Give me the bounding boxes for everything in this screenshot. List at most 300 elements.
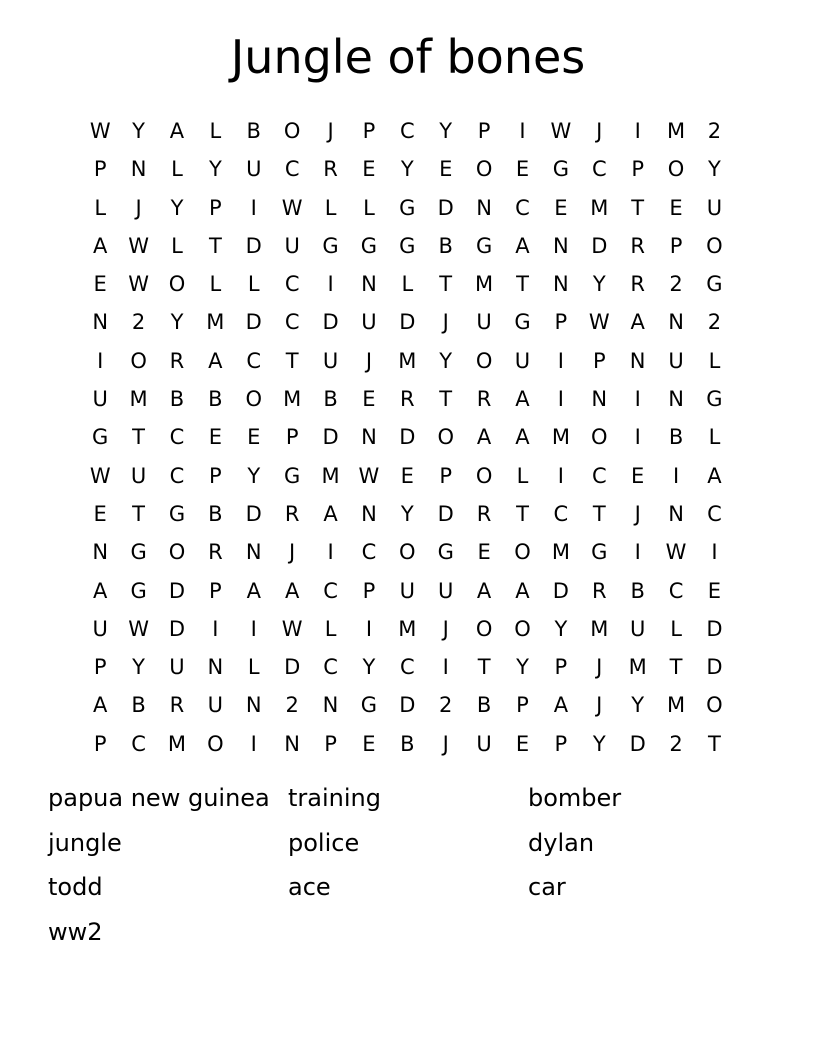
- grid-cell: T: [708, 731, 721, 756]
- grid-cell: A: [93, 233, 108, 258]
- grid-cell: L: [209, 119, 222, 143]
- grid-cell: E: [400, 463, 414, 488]
- grid-cell: U: [92, 387, 108, 412]
- grid-cell: G: [591, 540, 608, 565]
- grid-cell: E: [362, 387, 376, 412]
- grid-cell: O: [437, 425, 454, 450]
- grid-cell: P: [362, 578, 376, 603]
- grid-cell: R: [208, 540, 223, 565]
- grid-cell: C: [323, 578, 338, 603]
- grid-cell: U: [629, 616, 646, 641]
- grid-cell: J: [442, 731, 449, 756]
- grid-cell: P: [285, 425, 299, 450]
- grid-cell: J: [327, 119, 334, 143]
- grid-cell: T: [669, 655, 683, 680]
- grid-cell: O: [475, 157, 493, 182]
- grid-cell: Y: [132, 119, 145, 143]
- grid-cell: D: [706, 616, 723, 641]
- grid-cell: P: [324, 731, 337, 756]
- grid-cell: L: [209, 272, 222, 297]
- grid-cell: J: [596, 119, 603, 143]
- grid-cell: W: [281, 195, 303, 220]
- grid-cell: A: [553, 693, 569, 718]
- grid-cell: A: [323, 501, 338, 526]
- grid-cell: C: [284, 310, 300, 335]
- grid-cell: G: [706, 272, 723, 297]
- grid-cell: N: [92, 310, 109, 335]
- grid-cell: M: [206, 310, 225, 335]
- grid-cell: R: [284, 501, 300, 526]
- grid-cell: R: [169, 693, 185, 718]
- grid-cell: I: [672, 463, 680, 488]
- grid-cell: O: [168, 272, 186, 297]
- grid-cell: P: [209, 578, 222, 603]
- word-list-item: todd: [48, 873, 103, 901]
- grid-cell: M: [628, 655, 647, 680]
- word-list-item: ace: [288, 873, 331, 901]
- word-list-item: ww2: [48, 917, 103, 946]
- grid-cell: N: [668, 387, 684, 412]
- grid-cell: T: [132, 425, 145, 450]
- grid-cell: G: [399, 195, 416, 220]
- grid-cell: J: [596, 655, 603, 680]
- grid-cell: P: [439, 463, 453, 488]
- grid-cell: M: [398, 348, 417, 373]
- grid-cell: L: [708, 348, 721, 373]
- grid-cell: U: [361, 310, 377, 335]
- grid-cell: E: [247, 425, 261, 450]
- grid-cell: U: [706, 195, 723, 220]
- grid-cell: P: [209, 463, 222, 488]
- grid-cell: Y: [400, 157, 414, 182]
- grid-cell: G: [130, 578, 147, 603]
- grid-cell: E: [208, 425, 222, 450]
- grid-cell: N: [322, 693, 339, 718]
- grid-cell: U: [476, 731, 492, 756]
- grid-cell: U: [169, 655, 185, 680]
- grid-cell: G: [322, 233, 339, 258]
- grid-cell: N: [668, 310, 684, 335]
- grid-cell: M: [398, 616, 417, 641]
- grid-cell: L: [324, 195, 337, 220]
- grid-cell: M: [167, 731, 187, 756]
- grid-cell: Y: [208, 157, 222, 182]
- grid-cell: C: [591, 463, 607, 488]
- grid-cell: U: [438, 578, 454, 603]
- grid-cell: E: [439, 157, 453, 182]
- grid-cell: A: [515, 387, 530, 412]
- grid-cell: 2: [707, 310, 722, 335]
- grid-cell: U: [284, 233, 300, 258]
- grid-cell: P: [516, 693, 529, 718]
- grid-cell: O: [399, 540, 416, 565]
- grid-cell: N: [361, 501, 377, 526]
- grid-cell: M: [666, 119, 686, 143]
- grid-cell: D: [284, 655, 301, 680]
- grid-cell: A: [93, 578, 108, 603]
- grid-cell: I: [634, 119, 641, 143]
- grid-cell: G: [92, 425, 109, 450]
- grid-cell: O: [207, 731, 224, 756]
- grid-cell: U: [207, 693, 224, 718]
- grid-cell: P: [477, 119, 491, 143]
- grid-cell: D: [245, 310, 262, 335]
- grid-cell: G: [130, 540, 147, 565]
- grid-cell: E: [707, 578, 722, 603]
- grid-cell: 2: [669, 272, 683, 297]
- grid-cell: D: [399, 425, 416, 450]
- grid-cell: W: [281, 616, 303, 641]
- grid-cell: D: [552, 578, 569, 603]
- grid-cell: T: [516, 501, 529, 526]
- grid-cell: Y: [439, 119, 453, 143]
- grid-cell: U: [476, 310, 492, 335]
- grid-cell: J: [596, 693, 603, 718]
- grid-cell: M: [283, 387, 302, 412]
- grid-cell: I: [327, 540, 334, 565]
- grid-cell: J: [289, 540, 296, 565]
- grid-cell: U: [322, 348, 339, 373]
- word-list-item: dylan: [528, 828, 595, 857]
- grid-cell: I: [634, 540, 641, 565]
- grid-cell: T: [631, 195, 645, 220]
- grid-cell: E: [669, 195, 683, 220]
- grid-cell: A: [284, 578, 300, 603]
- grid-cell: Y: [554, 616, 568, 641]
- grid-cell: B: [668, 425, 684, 450]
- grid-cell: C: [361, 540, 377, 565]
- grid-cell: D: [168, 578, 186, 603]
- grid-cell: O: [130, 348, 147, 373]
- grid-cell: Y: [592, 731, 606, 756]
- grid-cell: N: [476, 195, 492, 220]
- grid-cell: G: [706, 387, 723, 412]
- grid-cell: 2: [285, 693, 299, 718]
- grid-cell: J: [634, 501, 641, 526]
- grid-cell: P: [554, 731, 568, 756]
- grid-cell: O: [514, 540, 531, 565]
- grid-cell: R: [400, 387, 415, 412]
- grid-cell: C: [591, 157, 607, 182]
- grid-cell: W: [128, 616, 149, 641]
- grid-cell: Y: [592, 272, 606, 297]
- grid-cell: D: [322, 310, 339, 335]
- grid-cell: W: [128, 272, 149, 297]
- grid-cell: R: [476, 387, 492, 412]
- grid-cell: M: [129, 387, 148, 412]
- word-list-item: jungle: [48, 828, 122, 857]
- grid-cell: R: [591, 578, 607, 603]
- grid-cell: O: [245, 387, 263, 412]
- grid-cell: D: [706, 655, 723, 680]
- grid-cell: I: [634, 425, 641, 450]
- grid-cell: A: [476, 425, 492, 450]
- grid-cell: N: [553, 272, 569, 297]
- grid-cell: A: [707, 463, 722, 488]
- grid-cell: A: [208, 348, 223, 373]
- grid-cell: M: [666, 693, 686, 718]
- grid-cell: E: [93, 501, 107, 526]
- grid-cell: I: [365, 616, 373, 641]
- grid-cell: W: [665, 540, 687, 565]
- grid-cell: I: [97, 348, 104, 373]
- grid-cell: P: [669, 233, 683, 258]
- grid-cell: 2: [669, 731, 683, 756]
- grid-cell: B: [323, 387, 338, 412]
- grid-cell: E: [93, 272, 107, 297]
- grid-cell: P: [209, 195, 222, 220]
- grid-cell: 2: [707, 119, 722, 143]
- grid-cell: 2: [439, 693, 453, 718]
- grid-cell: L: [516, 463, 529, 488]
- grid-cell: E: [554, 195, 568, 220]
- grid-cell: R: [323, 157, 338, 182]
- word-list: [48, 776, 768, 954]
- grid-cell: B: [400, 731, 415, 756]
- grid-cell: O: [667, 157, 685, 182]
- grid-cell: Y: [400, 501, 414, 526]
- grid-cell: D: [437, 501, 454, 526]
- grid-cell: G: [475, 233, 493, 258]
- grid-cell: 2: [131, 310, 146, 335]
- grid-cell: U: [130, 463, 147, 488]
- grid-cell: U: [246, 157, 262, 182]
- grid-cell: I: [519, 119, 526, 143]
- grid-cell: C: [515, 195, 530, 220]
- grid-cell: A: [630, 310, 645, 335]
- grid-cell: D: [629, 731, 646, 756]
- grid-cell: I: [212, 616, 219, 641]
- grid-cell: I: [557, 348, 564, 373]
- grid-cell: M: [590, 195, 609, 220]
- grid-cell: R: [630, 272, 645, 297]
- word-list-item: bomber: [528, 784, 622, 812]
- grid-cell: A: [515, 578, 530, 603]
- grid-cell: E: [515, 157, 530, 182]
- grid-cell: A: [515, 233, 530, 258]
- grid-cell: G: [284, 463, 301, 488]
- grid-cell: C: [323, 655, 338, 680]
- grid-cell: L: [401, 272, 414, 297]
- grid-cell: Y: [439, 348, 453, 373]
- grid-cell: W: [588, 310, 610, 335]
- grid-cell: P: [362, 119, 376, 143]
- grid-cell: T: [477, 655, 491, 680]
- grid-cell: J: [442, 616, 449, 641]
- grid-cell: B: [630, 578, 645, 603]
- grid-cell: J: [135, 195, 142, 220]
- grid-cell: G: [360, 693, 378, 718]
- grid-cell: N: [361, 425, 377, 450]
- grid-cell: O: [706, 693, 723, 718]
- grid-cell: G: [552, 157, 570, 182]
- grid-cell: C: [399, 119, 415, 143]
- grid-cell: M: [551, 425, 570, 450]
- grid-cell: L: [708, 425, 721, 450]
- grid-cell: A: [246, 578, 261, 603]
- grid-cell: R: [169, 348, 185, 373]
- grid-cell: T: [592, 501, 606, 526]
- grid-cell: N: [92, 540, 109, 565]
- grid-cell: C: [707, 501, 722, 526]
- grid-cell: G: [168, 501, 186, 526]
- grid-cell: O: [475, 348, 493, 373]
- grid-cell: I: [711, 540, 718, 565]
- grid-cell: E: [362, 731, 376, 756]
- grid-cell: M: [590, 616, 609, 641]
- grid-cell: N: [361, 272, 377, 297]
- grid-cell: B: [208, 387, 223, 412]
- grid-cell: B: [169, 387, 185, 412]
- grid-cell: L: [670, 616, 682, 641]
- grid-cell: J: [365, 348, 373, 373]
- grid-cell: C: [284, 272, 300, 297]
- grid-cell: U: [514, 348, 531, 373]
- grid-cell: U: [668, 348, 684, 373]
- grid-cell: Y: [516, 655, 529, 680]
- grid-cell: I: [442, 655, 449, 680]
- grid-cell: L: [324, 616, 337, 641]
- grid-cell: I: [557, 463, 564, 488]
- grid-cell: B: [476, 693, 492, 718]
- grid-cell: Y: [362, 655, 376, 680]
- grid-cell: W: [358, 463, 380, 488]
- grid-cell: L: [247, 272, 260, 297]
- grid-cell: P: [93, 655, 107, 680]
- word-list-item: papua new guinea: [48, 784, 270, 812]
- grid-cell: N: [245, 693, 262, 718]
- grid-cell: J: [442, 310, 449, 335]
- grid-cell: P: [93, 731, 107, 756]
- grid-cell: O: [591, 425, 608, 450]
- grid-cell: O: [475, 463, 493, 488]
- grid-cell: L: [363, 195, 375, 220]
- grid-cell: O: [475, 616, 493, 641]
- grid-cell: D: [245, 233, 262, 258]
- grid-cell: U: [399, 578, 415, 603]
- grid-cell: I: [250, 731, 257, 756]
- grid-cell: P: [554, 310, 568, 335]
- grid-cell: T: [439, 272, 453, 297]
- word-list-item: training: [288, 784, 381, 812]
- grid-cell: I: [634, 387, 641, 412]
- grid-cell: N: [629, 348, 646, 373]
- grid-cell: I: [250, 195, 257, 220]
- grid-cell: L: [171, 233, 183, 258]
- grid-cell: N: [130, 157, 147, 182]
- grid-cell: N: [668, 501, 684, 526]
- word-list-item: police: [288, 828, 360, 857]
- grid-cell: G: [360, 233, 378, 258]
- grid-cell: L: [171, 157, 183, 182]
- grid-cell: D: [399, 693, 416, 718]
- grid-cell: Y: [170, 310, 184, 335]
- grid-cell: G: [399, 233, 416, 258]
- grid-cell: O: [706, 233, 723, 258]
- grid-cell: T: [285, 348, 299, 373]
- grid-cell: P: [631, 157, 644, 182]
- grid-cell: A: [169, 119, 185, 143]
- grid-cell: R: [476, 501, 492, 526]
- grid-cell: D: [399, 310, 416, 335]
- grid-cell: C: [668, 578, 684, 603]
- grid-cell: C: [169, 425, 185, 450]
- word-list-item: car: [528, 873, 566, 901]
- grid-cell: W: [89, 463, 111, 488]
- grid-cell: P: [592, 348, 606, 373]
- grid-cell: M: [321, 463, 340, 488]
- grid-cell: U: [92, 616, 108, 641]
- grid-cell: B: [438, 233, 453, 258]
- grid-cell: T: [439, 387, 453, 412]
- grid-cell: N: [591, 387, 608, 412]
- grid-cell: I: [250, 616, 257, 641]
- grid-cell: T: [208, 233, 222, 258]
- grid-cell: Y: [170, 195, 184, 220]
- grid-cell: Y: [132, 655, 145, 680]
- grid-cell: T: [132, 501, 145, 526]
- grid-cell: A: [93, 693, 108, 718]
- grid-cell: Y: [708, 157, 721, 182]
- grid-cell: C: [284, 157, 300, 182]
- grid-cell: O: [514, 616, 531, 641]
- grid-cell: O: [283, 119, 301, 143]
- grid-cell: E: [362, 157, 376, 182]
- grid-cell: W: [128, 233, 149, 258]
- grid-cell: G: [437, 540, 454, 565]
- grid-cell: B: [246, 119, 261, 143]
- grid-cell: P: [93, 157, 107, 182]
- grid-cell: D: [168, 616, 186, 641]
- grid-cell: E: [477, 540, 491, 565]
- grid-cell: B: [208, 501, 223, 526]
- grid-cell: W: [89, 119, 111, 143]
- grid-cell: B: [131, 693, 146, 718]
- grid-cell: W: [550, 119, 572, 143]
- grid-cell: D: [245, 501, 262, 526]
- grid-cell: C: [399, 655, 415, 680]
- grid-cell: N: [553, 233, 569, 258]
- grid-cell: Y: [247, 463, 261, 488]
- grid-cell: C: [553, 501, 569, 526]
- grid-cell: C: [246, 348, 262, 373]
- grid-cell: M: [475, 272, 494, 297]
- grid-cell: E: [515, 731, 530, 756]
- grid-cell: N: [207, 655, 224, 680]
- grid-cell: Y: [631, 693, 645, 718]
- grid-cell: O: [168, 540, 186, 565]
- grid-cell: N: [284, 731, 300, 756]
- letter-grid: [81, 112, 734, 763]
- grid-cell: M: [551, 540, 570, 565]
- grid-cell: G: [514, 310, 531, 335]
- grid-cell: C: [169, 463, 185, 488]
- grid-cell: L: [94, 195, 107, 220]
- grid-cell: L: [247, 655, 260, 680]
- grid-cell: I: [327, 272, 334, 297]
- grid-cell: A: [476, 578, 492, 603]
- grid-cell: T: [516, 272, 529, 297]
- grid-cell: E: [631, 463, 645, 488]
- grid-cell: I: [557, 387, 564, 412]
- puzzle-title: Jungle of bones: [230, 30, 586, 84]
- grid-cell: D: [322, 425, 339, 450]
- grid-cell: P: [554, 655, 568, 680]
- grid-cell: R: [630, 233, 645, 258]
- grid-cell: A: [515, 425, 530, 450]
- grid-cell: N: [245, 540, 262, 565]
- grid-cell: C: [131, 731, 146, 756]
